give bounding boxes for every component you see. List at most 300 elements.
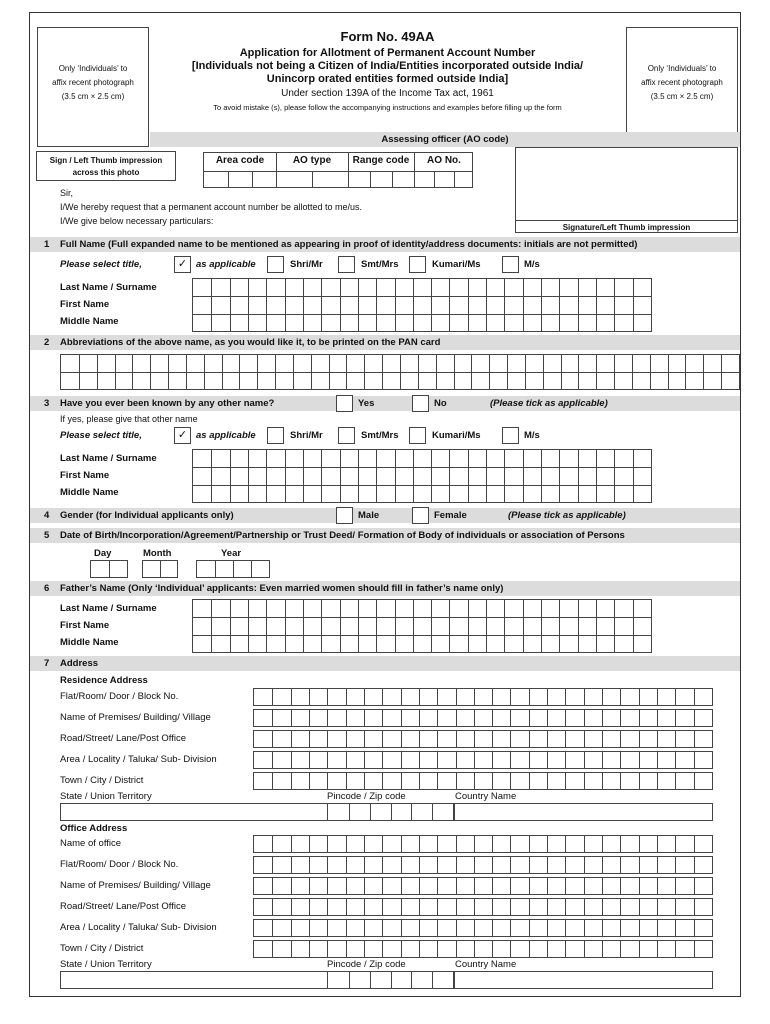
- grid-cell-divider: [474, 773, 475, 789]
- grid-cell-divider: [639, 857, 640, 873]
- intro-line2: I/We give below necessary particulars:: [60, 216, 214, 226]
- grid-cell-divider: [401, 752, 402, 768]
- grid-cell-divider: [468, 279, 469, 331]
- grid-cell-divider: [327, 731, 328, 747]
- section-2-number: 2: [44, 337, 50, 348]
- grid-cell-divider: [364, 773, 365, 789]
- section-4-bar: [30, 508, 740, 523]
- grid-cell-divider: [529, 689, 530, 705]
- grid-cell-divider: [510, 899, 511, 915]
- grid-cell-divider: [657, 689, 658, 705]
- off-area-grid[interactable]: [253, 919, 713, 937]
- grid-cell-divider: [602, 773, 603, 789]
- grid-cell-divider: [411, 804, 412, 820]
- s1-kumari-checkbox[interactable]: [409, 256, 426, 273]
- grid-cell-divider: [510, 920, 511, 936]
- s1-firstname-label: First Name: [60, 299, 110, 310]
- grid-cell-divider: [620, 752, 621, 768]
- s2-abbreviation-grid[interactable]: [60, 354, 740, 390]
- grid-cell-divider: [437, 689, 438, 705]
- grid-cell-divider: [620, 920, 621, 936]
- grid-cell-divider: [541, 450, 542, 502]
- s1-shri-checkbox[interactable]: [267, 256, 284, 273]
- grid-cell-divider: [492, 773, 493, 789]
- res-state-label: State / Union Territory: [60, 791, 152, 802]
- ao-col-no: AO No.: [427, 155, 461, 166]
- grid-cell-divider: [486, 450, 487, 502]
- grid-cell-divider: [565, 920, 566, 936]
- s4-female-label: Female: [434, 510, 467, 521]
- grid-cell-divider: [401, 689, 402, 705]
- grid-cell-divider: [358, 450, 359, 502]
- grid-cell-divider: [675, 941, 676, 957]
- grid-cell-divider: [584, 920, 585, 936]
- grid-cell-divider: [675, 920, 676, 936]
- res-pincode-label: Pincode / Zip code: [327, 791, 406, 802]
- s4-female-checkbox[interactable]: [412, 507, 429, 524]
- off-state-input[interactable]: [60, 971, 328, 989]
- grid-cell-divider: [419, 710, 420, 726]
- grid-cell-divider: [602, 941, 603, 957]
- grid-cell-divider: [510, 773, 511, 789]
- grid-cell-divider: [529, 836, 530, 852]
- grid-cell-divider: [620, 941, 621, 957]
- grid-cell-divider: [437, 773, 438, 789]
- grid-cell-divider: [376, 600, 377, 652]
- grid-cell-divider: [456, 899, 457, 915]
- grid-cell-divider: [694, 773, 695, 789]
- grid-cell-divider: [675, 752, 676, 768]
- res-premises-grid[interactable]: [253, 709, 713, 727]
- grid-cell-divider: [596, 279, 597, 331]
- grid-cell-divider: [456, 836, 457, 852]
- grid-cell-divider: [639, 941, 640, 957]
- grid-cell-divider: [303, 279, 304, 331]
- grid-cell-divider: [382, 689, 383, 705]
- grid-cell-divider: [401, 941, 402, 957]
- grid-cell-divider: [272, 941, 273, 957]
- section-5-heading: Date of Birth/Incorporation/Agreement/Partnership or Trust Deed/ Formation of Body of individuals or association of Persons: [60, 530, 625, 541]
- grid-cell-divider: [327, 920, 328, 936]
- grid-cell-divider: [456, 752, 457, 768]
- grid-cell-divider: [694, 836, 695, 852]
- grid-cell-divider: [291, 752, 292, 768]
- grid-cell-divider: [272, 920, 273, 936]
- off-area-label: Area / Locality / Taluka/ Sub- Division: [60, 922, 217, 933]
- grid-cell-divider: [401, 731, 402, 747]
- grid-cell-divider: [419, 773, 420, 789]
- ao-code-table: [203, 152, 473, 188]
- grid-cell-divider: [251, 561, 252, 577]
- s3-name-grid[interactable]: [192, 449, 652, 503]
- off-road-grid[interactable]: [253, 898, 713, 916]
- office-title: Office Address: [60, 823, 128, 834]
- grid-cell-divider: [510, 710, 511, 726]
- s3-ms-checkbox[interactable]: [502, 427, 519, 444]
- s1-smt-checkbox[interactable]: [338, 256, 355, 273]
- s5-month-grid[interactable]: [142, 560, 178, 578]
- grid-cell-divider: [675, 731, 676, 747]
- grid-cell-divider: [285, 279, 286, 331]
- grid-cell-divider: [230, 450, 231, 502]
- grid-cell-divider: [578, 600, 579, 652]
- section-3-number: 3: [44, 398, 50, 409]
- grid-cell-divider: [449, 600, 450, 652]
- grid-cell-divider: [291, 731, 292, 747]
- s5-day-label: Day: [94, 548, 112, 559]
- s5-year-grid[interactable]: [196, 560, 270, 578]
- off-country-input[interactable]: [454, 971, 713, 989]
- grid-cell-divider: [327, 857, 328, 873]
- grid-cell-divider: [248, 279, 249, 331]
- grid-cell-divider: [382, 941, 383, 957]
- section-2-bar: [30, 335, 740, 350]
- grid-cell-divider: [419, 920, 420, 936]
- sign-right-label: Signature/Left Thumb impression: [516, 220, 737, 232]
- form-subtitle-2: Unincorp orated entities formed outside India]: [266, 73, 509, 85]
- off-country-label: Country Name: [455, 959, 517, 970]
- grid-cell-divider: [584, 878, 585, 894]
- sign-left-box: [36, 151, 176, 181]
- grid-cell-divider: [620, 773, 621, 789]
- ao-col-range: Range code: [352, 155, 410, 166]
- grid-cell-divider: [437, 899, 438, 915]
- photo-left-line3: (3.5 cm × 2.5 cm): [61, 92, 125, 101]
- s3-title-checkbox-sample[interactable]: ✓: [174, 427, 191, 444]
- grid-cell-divider: [547, 731, 548, 747]
- grid-cell-divider: [364, 920, 365, 936]
- grid-cell-divider: [614, 279, 615, 331]
- grid-cell-divider: [639, 710, 640, 726]
- grid-cell-divider: [364, 752, 365, 768]
- res-town-label: Town / City / District: [60, 775, 144, 786]
- grid-cell-divider: [401, 710, 402, 726]
- grid-cell-divider: [639, 920, 640, 936]
- s4-male-checkbox[interactable]: [336, 507, 353, 524]
- grid-cell-divider: [657, 836, 658, 852]
- grid-cell-divider: [510, 836, 511, 852]
- grid-cell-divider: [675, 836, 676, 852]
- grid-cell-divider: [504, 279, 505, 331]
- grid-cell-divider: [529, 773, 530, 789]
- section-7-number: 7: [44, 658, 50, 669]
- grid-cell-divider: [474, 836, 475, 852]
- s3-if-yes: If yes, please give that other name: [60, 414, 198, 424]
- grid-cell-divider: [456, 773, 457, 789]
- section-6-heading: Father’s Name (Only ‘Individual’ applicants: Even married women should fill in father’s name only): [60, 583, 504, 594]
- s1-kumari-label: Kumari/Ms: [432, 259, 481, 270]
- grid-cell-divider: [291, 920, 292, 936]
- grid-cell-divider: [401, 878, 402, 894]
- grid-cell-divider: [614, 600, 615, 652]
- grid-cell-divider: [340, 600, 341, 652]
- grid-cell-divider: [248, 450, 249, 502]
- grid-cell-divider: [547, 710, 548, 726]
- grid-cell-divider: [602, 878, 603, 894]
- grid-cell-divider: [529, 857, 530, 873]
- grid-cell-divider: [272, 878, 273, 894]
- grid-cell-divider: [419, 899, 420, 915]
- grid-cell-divider: [529, 752, 530, 768]
- s1-ms-label: M/s: [524, 259, 540, 270]
- grid-cell-divider: [346, 941, 347, 957]
- grid-cell-divider: [541, 600, 542, 652]
- grid-cell-divider: [419, 941, 420, 957]
- grid-cell-divider: [492, 878, 493, 894]
- grid-cell-divider: [211, 600, 212, 652]
- grid-cell-divider: [486, 279, 487, 331]
- grid-cell-divider: [382, 773, 383, 789]
- grid-cell-divider: [437, 857, 438, 873]
- grid-cell-divider: [370, 804, 371, 820]
- s3-yes-checkbox[interactable]: [336, 395, 353, 412]
- grid-cell-divider: [309, 752, 310, 768]
- section-4-heading: Gender (for Individual applicants only): [60, 510, 234, 521]
- grid-cell-divider: [358, 600, 359, 652]
- grid-cell-divider: [364, 689, 365, 705]
- grid-cell-divider: [510, 857, 511, 873]
- res-area-grid[interactable]: [253, 751, 713, 769]
- grid-cell-divider: [211, 450, 212, 502]
- off-name-label: Name of office: [60, 838, 122, 849]
- grid-cell-divider: [419, 752, 420, 768]
- s4-hint: (Please tick as applicable): [508, 510, 626, 521]
- grid-cell-divider: [160, 561, 161, 577]
- grid-cell-divider: [437, 710, 438, 726]
- grid-cell-divider: [437, 752, 438, 768]
- grid-cell-divider: [215, 561, 216, 577]
- grid-cell-divider: [675, 773, 676, 789]
- grid-cell-divider: [285, 450, 286, 502]
- grid-cell-divider: [584, 941, 585, 957]
- grid-cell-divider: [272, 836, 273, 852]
- signature-box-right[interactable]: [515, 147, 738, 233]
- grid-cell-divider: [602, 731, 603, 747]
- grid-cell-divider: [675, 710, 676, 726]
- grid-cell-divider: [364, 836, 365, 852]
- grid-cell-divider: [321, 279, 322, 331]
- form-title: Application for Allotment of Permanent Account Number: [239, 47, 536, 59]
- grid-cell-divider: [492, 752, 493, 768]
- grid-cell-divider: [109, 561, 110, 577]
- grid-cell-divider: [578, 279, 579, 331]
- grid-cell-divider: [413, 279, 414, 331]
- grid-cell-divider: [291, 836, 292, 852]
- s3-ms-label: M/s: [524, 430, 540, 441]
- grid-cell-divider: [492, 899, 493, 915]
- form-subtitle-1: [Individuals not being a Citizen of India/Entities incorporated outside India/: [191, 60, 584, 72]
- grid-cell-divider: [382, 836, 383, 852]
- s3-yes-label: Yes: [358, 398, 375, 409]
- grid-cell-divider: [321, 450, 322, 502]
- grid-cell-divider: [346, 689, 347, 705]
- grid-cell-divider: [565, 836, 566, 852]
- grid-cell-divider: [266, 450, 267, 502]
- grid-cell-divider: [620, 836, 621, 852]
- res-premises-label: Name of Premises/ Building/ Village: [60, 712, 211, 723]
- res-town-grid[interactable]: [253, 772, 713, 790]
- res-pincode-grid[interactable]: [327, 803, 454, 821]
- s3-select-title-label: Please select title,: [60, 430, 142, 441]
- grid-cell-divider: [510, 878, 511, 894]
- grid-cell-divider: [395, 279, 396, 331]
- grid-cell-divider: [291, 689, 292, 705]
- grid-cell-divider: [529, 878, 530, 894]
- grid-cell-divider: [437, 920, 438, 936]
- grid-cell-divider: [492, 731, 493, 747]
- photo-right-line3: (3.5 cm × 2.5 cm): [650, 92, 714, 101]
- grid-cell-divider: [419, 878, 420, 894]
- grid-cell-divider: [694, 857, 695, 873]
- grid-cell-divider: [346, 752, 347, 768]
- grid-row-divider: [193, 635, 651, 636]
- grid-cell-divider: [309, 857, 310, 873]
- grid-cell-divider: [382, 731, 383, 747]
- grid-cell-divider: [291, 941, 292, 957]
- grid-cell-divider: [474, 731, 475, 747]
- off-pincode-grid[interactable]: [327, 971, 454, 989]
- s3-shri-label: Shri/Mr: [290, 430, 323, 441]
- grid-cell-divider: [602, 752, 603, 768]
- s3-hint: (Please tick as applicable): [490, 398, 608, 409]
- photo-box-left[interactable]: [37, 27, 149, 147]
- grid-cell-divider: [456, 710, 457, 726]
- grid-cell-divider: [340, 450, 341, 502]
- grid-cell-divider: [272, 710, 273, 726]
- grid-cell-divider: [382, 857, 383, 873]
- grid-cell-divider: [657, 920, 658, 936]
- grid-cell-divider: [474, 941, 475, 957]
- grid-cell-divider: [584, 731, 585, 747]
- grid-cell-divider: [346, 899, 347, 915]
- form-section: Under section 139A of the Income Tax act, 1961: [281, 88, 494, 99]
- s5-month-label: Month: [143, 548, 172, 559]
- grid-cell-divider: [547, 941, 548, 957]
- s5-day-grid[interactable]: [90, 560, 128, 578]
- grid-cell-divider: [657, 710, 658, 726]
- grid-cell-divider: [419, 731, 420, 747]
- s3-shri-checkbox[interactable]: [267, 427, 284, 444]
- intro-line1: I/We hereby request that a permanent account number be allotted to me/us.: [60, 202, 363, 212]
- ao-col-area: Area code: [215, 155, 265, 166]
- s6-firstname-label: First Name: [60, 620, 110, 631]
- s3-no-checkbox[interactable]: [412, 395, 429, 412]
- res-area-label: Area / Locality / Taluka/ Sub- Division: [60, 754, 217, 765]
- grid-cell-divider: [529, 941, 530, 957]
- grid-cell-divider: [309, 773, 310, 789]
- grid-cell-divider: [437, 878, 438, 894]
- s1-title-checkbox-sample[interactable]: ✓: [174, 256, 191, 273]
- grid-cell-divider: [309, 710, 310, 726]
- grid-cell-divider: [285, 600, 286, 652]
- grid-cell-divider: [291, 878, 292, 894]
- grid-cell-divider: [492, 836, 493, 852]
- s3-as-applicable: as applicable: [196, 430, 256, 441]
- s3-middlename-label: Middle Name: [60, 487, 119, 498]
- grid-cell-divider: [492, 857, 493, 873]
- grid-cell-divider: [395, 450, 396, 502]
- grid-cell-divider: [559, 450, 560, 502]
- grid-cell-divider: [382, 920, 383, 936]
- photo-left-line1: Only ‘Individuals’ to: [58, 64, 128, 73]
- grid-cell-divider: [529, 920, 530, 936]
- res-flat-grid[interactable]: [253, 688, 713, 706]
- s3-kumari-checkbox[interactable]: [409, 427, 426, 444]
- s6-name-grid[interactable]: [192, 599, 652, 653]
- grid-cell-divider: [565, 710, 566, 726]
- grid-cell-divider: [437, 731, 438, 747]
- grid-cell-divider: [349, 804, 350, 820]
- off-name-grid[interactable]: [253, 835, 713, 853]
- grid-cell-divider: [364, 899, 365, 915]
- photo-box-right[interactable]: [626, 27, 738, 147]
- form-number: Form No. 49AA: [340, 29, 435, 44]
- grid-cell-divider: [523, 279, 524, 331]
- grid-cell-divider: [382, 899, 383, 915]
- grid-cell-divider: [657, 752, 658, 768]
- off-flat-grid[interactable]: [253, 856, 713, 874]
- grid-cell-divider: [620, 710, 621, 726]
- s5-year-label: Year: [221, 548, 242, 559]
- s1-name-grid[interactable]: [192, 278, 652, 332]
- grid-cell-divider: [596, 450, 597, 502]
- grid-cell-divider: [596, 600, 597, 652]
- grid-cell-divider: [474, 752, 475, 768]
- s3-smt-checkbox[interactable]: [338, 427, 355, 444]
- residence-title: Residence Address: [60, 675, 148, 686]
- grid-cell-divider: [391, 972, 392, 988]
- off-premises-grid[interactable]: [253, 877, 713, 895]
- grid-cell-divider: [382, 710, 383, 726]
- form-note: To avoid mistake (s), please follow the accompanying instructions and examples before filling up the form: [213, 103, 562, 112]
- grid-cell-divider: [620, 731, 621, 747]
- grid-cell-divider: [327, 710, 328, 726]
- grid-cell-divider: [523, 450, 524, 502]
- res-road-grid[interactable]: [253, 730, 713, 748]
- off-town-grid[interactable]: [253, 940, 713, 958]
- grid-cell-divider: [529, 899, 530, 915]
- grid-cell-divider: [303, 450, 304, 502]
- grid-cell-divider: [620, 857, 621, 873]
- grid-cell-divider: [266, 600, 267, 652]
- grid-cell-divider: [565, 857, 566, 873]
- grid-cell-divider: [639, 731, 640, 747]
- grid-cell-divider: [376, 450, 377, 502]
- grid-cell-divider: [346, 836, 347, 852]
- section-7-bar: [30, 656, 740, 671]
- grid-cell-divider: [694, 941, 695, 957]
- grid-cell-divider: [578, 450, 579, 502]
- ao-col-type: AO type: [292, 155, 332, 166]
- grid-cell-divider: [657, 899, 658, 915]
- grid-cell-divider: [559, 600, 560, 652]
- grid-cell-divider: [559, 279, 560, 331]
- grid-cell-divider: [694, 752, 695, 768]
- grid-cell-divider: [614, 450, 615, 502]
- grid-cell-divider: [321, 600, 322, 652]
- grid-cell-divider: [639, 773, 640, 789]
- grid-cell-divider: [456, 857, 457, 873]
- grid-cell-divider: [639, 752, 640, 768]
- res-flat-label: Flat/Room/ Door / Block No.: [60, 691, 179, 702]
- grid-cell-divider: [633, 600, 634, 652]
- s1-ms-checkbox[interactable]: [502, 256, 519, 273]
- off-flat-label: Flat/Room/ Door / Block No.: [60, 859, 179, 870]
- grid-cell-divider: [620, 689, 621, 705]
- intro-sir: Sir,: [60, 188, 74, 198]
- res-state-input[interactable]: [60, 803, 328, 821]
- res-country-input[interactable]: [454, 803, 713, 821]
